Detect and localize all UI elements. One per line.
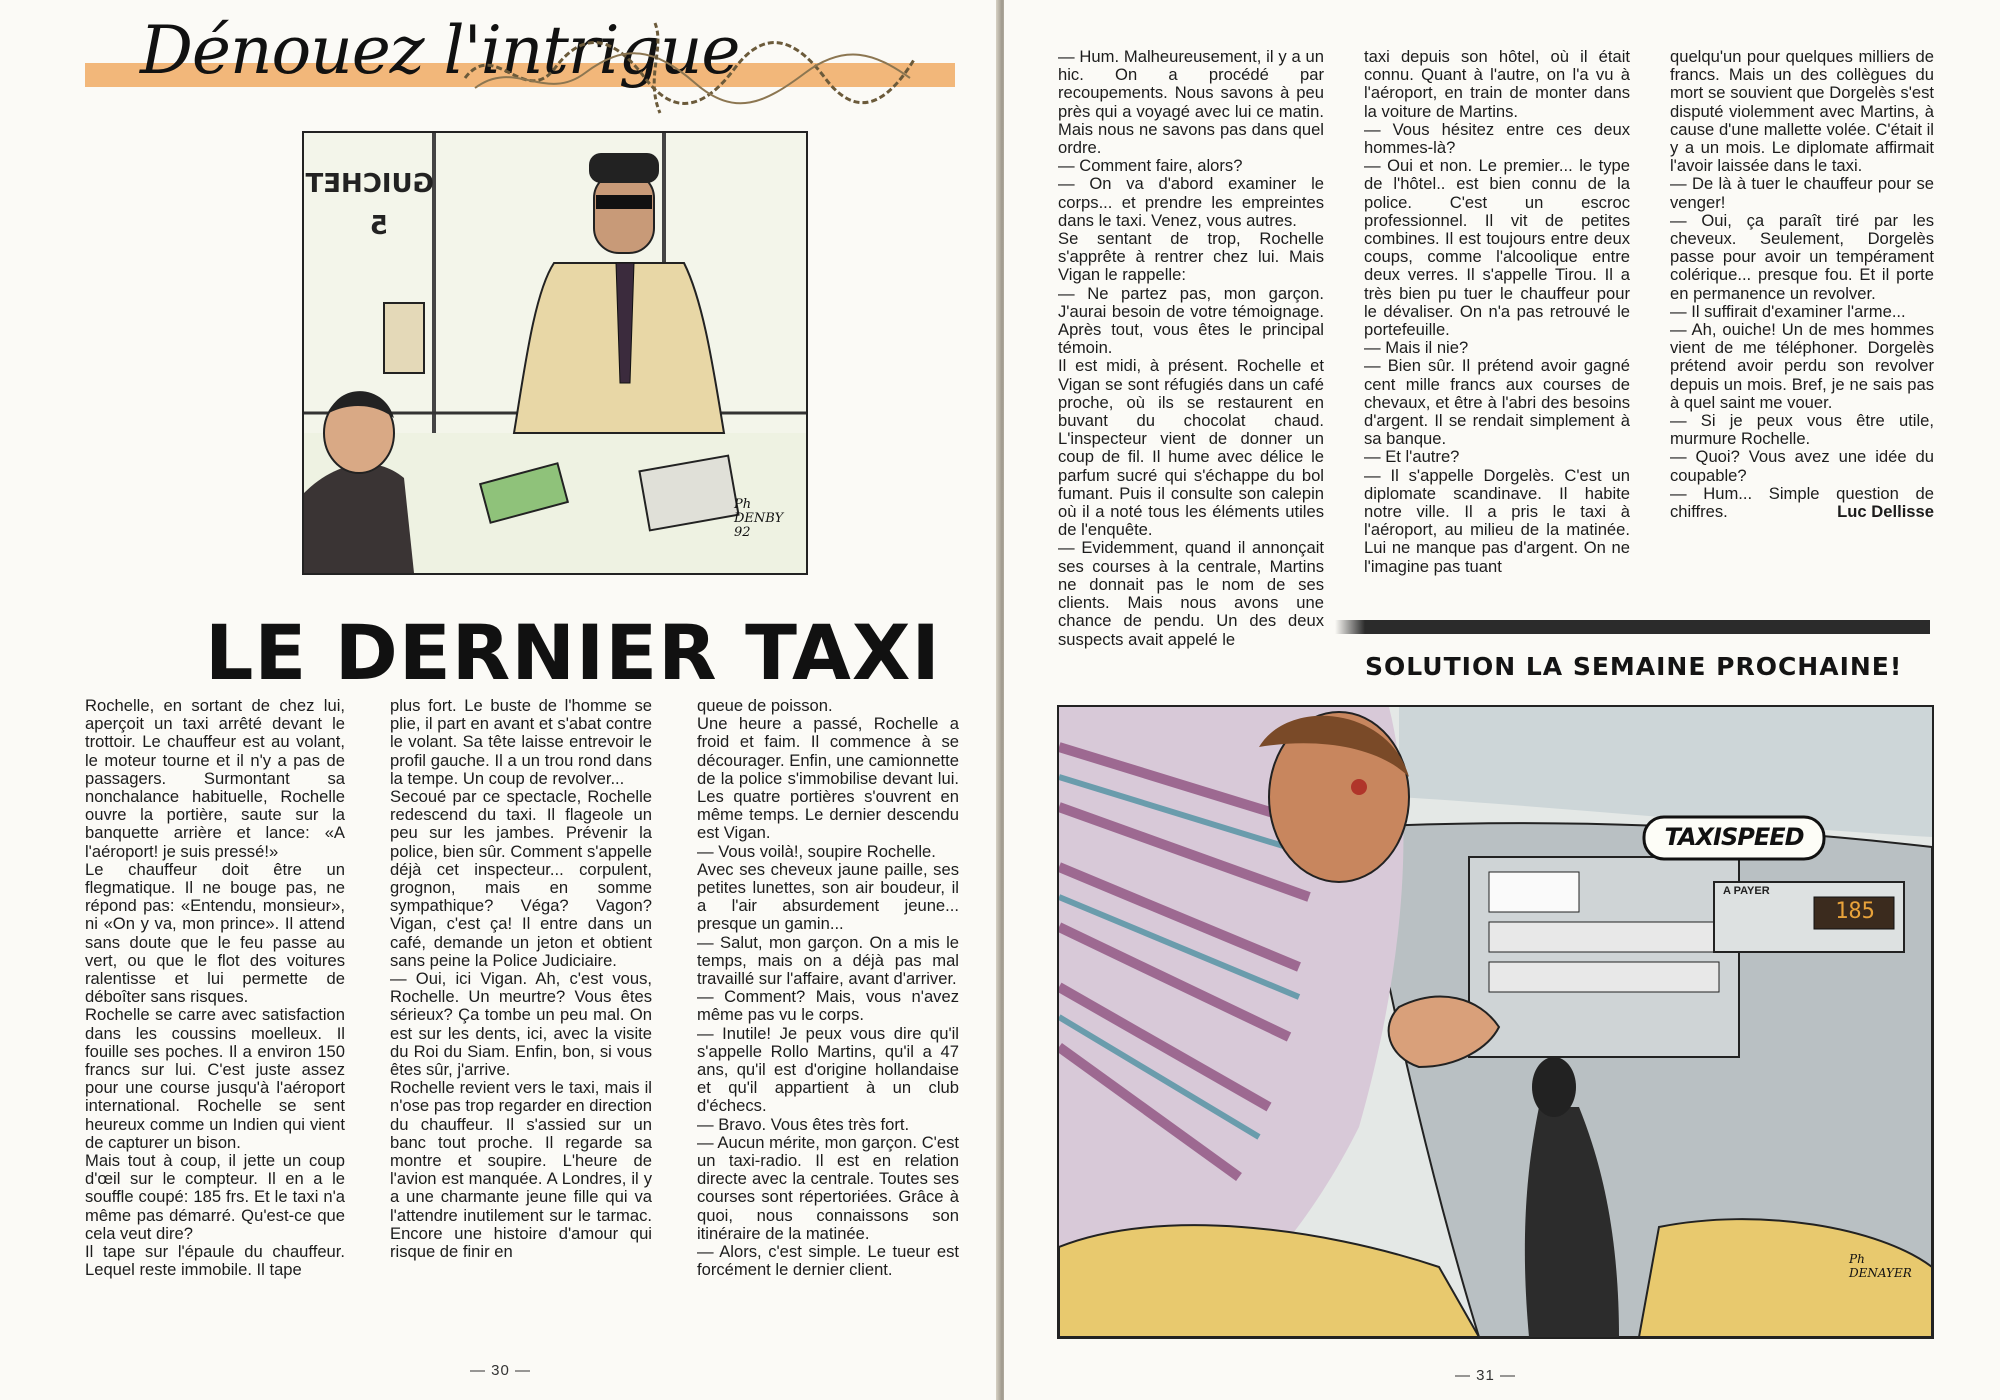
- window-sign-line1: GUICHET: [305, 169, 434, 199]
- right-column-3: [1670, 48, 1934, 521]
- paragraph: — Bien sûr. Il prétend avoir gagné cent mille francs aux courses de chevaux, et être à l'abri des besoins d'argent. Il se rendait simplement à sa banque.: [1364, 356, 1630, 449]
- paragraph: Rochelle revient vers le taxi, mais il n'ose pas trop regarder en direction du chauffeur. Il s'assied sur un banc tout proche. Il regarde sa montre et soupire. L'heure de l'avion est manquée. A Londres, il y a une charmante jeune fille qui va l'attendre inutilement sur le tarmac. Encore une histoire d'amour qui risque de finir en: [390, 1078, 652, 1262]
- paragraph: — Oui, ici Vigan. Ah, c'est vous, Rochelle. Un meurtre? Vous êtes sérieux? Ça tombe un peu mal. On est sur les dents, ici, avec la visite du Roi du Siam. Enfin, bon, si vous êtes sûr, j'arrive.: [390, 969, 652, 1080]
- paragraph: — Comment? Mais, vous n'avez même pas vu le corps.: [697, 987, 959, 1025]
- paragraph: — Evidemment, quand il annonçait ses courses à la centrale, Martins ne donnait pas le nom de ses clients. Mais nous avons une chance de pendu. Un des deux suspects avait appelé le: [1058, 538, 1324, 649]
- paragraph: — Vous hésitez entre ces deux hommes-là?: [1364, 119, 1630, 158]
- illustration-taxi-interior: [1057, 705, 1934, 1339]
- signature-year: 92: [734, 525, 751, 540]
- page-number-right: — 31 —: [1455, 1367, 1517, 1384]
- paragraph: — Quoi? Vous avez une idée du coupable?: [1670, 447, 1934, 485]
- illustration-bank-counter: [302, 131, 808, 575]
- paragraph: — Et l'autre?: [1364, 447, 1460, 467]
- paragraph: — Oui et non. Le premier... le type de l'hôtel.. est bien connu de la police. C'est un escroc professionnel. Il vit de petites combines. Il est toujours entre deux coups, comme l'alcoolique entre deux verres. Il s'appelle Tirou. Il a très bien pu tuer le chauffeur pour le dévaliser. On n'a pas retrouvé le portefeuille.: [1364, 156, 1630, 340]
- paragraph: — Hum. Malheureusement, il y a un hic. On a procédé par recoupements. Nous savons à peu près qui a voyagé avec lui ce matin. Mais nous ne savons pas dans quel ordre.: [1058, 47, 1324, 158]
- page-number-left: — 30 —: [470, 1362, 532, 1379]
- paragraph: — Si je peux vous être utile, murmure Rochelle.: [1670, 411, 1934, 449]
- paragraph: Il est midi, à présent. Rochelle et Vigan se sont réfugiés dans un café proche, où ils se restaurent en buvant du chocolat chaud. L'inspecteur vient de donner un coup de fil. Il hume avec délice le parfum sucré qui s'échappe du bol fumant. Puis il consulte son calepin où il a noté tous les éléments utiles de l'enquête.: [1058, 356, 1324, 540]
- paragraph: — Inutile! Je peux vous dire qu'il s'appelle Rollo Martins, qu'il a 47 ans, qu'il est d'origine hollandaise et qu'il appartient à un club d'échecs.: [697, 1023, 959, 1116]
- article-headline: LE DERNIER TAXI: [205, 608, 941, 697]
- left-column-3: [697, 697, 959, 1280]
- signature-name: DENAYER: [1849, 1266, 1912, 1280]
- paragraph: plus fort. Le buste de l'homme se plie, il part en avant et s'abat contre le volant. Sa tête laisse entrevoir le profil gauche. Il a un trou rond dans la tempe. Un coup de revolver...: [390, 696, 652, 788]
- meter-label: A PAYER: [1723, 885, 1770, 897]
- paragraph: — Mais il nie?: [1364, 338, 1469, 358]
- taxi-interior-drawing: [1059, 707, 1932, 1337]
- paragraph-last: [1670, 485, 1934, 521]
- paragraph: Avec ses cheveux jaune paille, ses petites lunettes, son air boudeur, il a l'air absurdement jeune... presque un gamin...: [697, 859, 959, 934]
- paragraph: — Ah, ouiche! Un de mes hommes vient de me téléphoner. Dorgelès prétend avoir perdu son revolver depuis un mois. Bref, je ne sais pas à quel saint me vouer.: [1670, 320, 1934, 412]
- signature-initials: Ph: [734, 497, 752, 512]
- paragraph: — Il suffirait d'examiner l'arme...: [1670, 301, 1906, 321]
- paragraph: — On va d'abord examiner le corps... et prendre les empreintes dans le taxi. Venez, vous autres.: [1058, 174, 1324, 230]
- paragraph: — Salut, mon garçon. On a mis le temps, mais on a déjà pas mal travaillé sur l'affaire, avant d'arriver.: [697, 932, 959, 989]
- artist-signature-bottom: [1849, 1252, 1912, 1280]
- paragraph: — Ne partez pas, mon garçon. J'aurai besoin de votre témoignage. Après tout, vous êtes le principal témoin.: [1058, 283, 1324, 358]
- right-column-1: [1058, 48, 1324, 649]
- paragraph: — De là à tuer le chauffeur pour se venger!: [1670, 174, 1934, 212]
- divider-fade: [1335, 620, 1365, 634]
- left-column-1: [85, 697, 345, 1280]
- paragraph: Une heure a passé, Rochelle a froid et faim. Il commence à se décourager. Enfin, une camionnette de la police s'immobilise devant lui. Les quatre portières s'ouvrent en même temps. Le dernier descendu est Vigan.: [697, 714, 959, 843]
- artist-signature-top: [734, 498, 783, 540]
- paragraph: — Oui, ça paraît tiré par les cheveux. Seulement, Dorgelès passe pour avoir un tempérament colérique... presque fou. Et il porte en permanence un revolver.: [1670, 210, 1934, 303]
- paragraph: Rochelle, en sortant de chez lui, aperçoit un taxi arrêté devant le trottoir. Le chauffeur est au volant, le moteur tourne et il n'y a pas de passagers. Surmontant sa nonchalance habituelle, Rochelle ouvre la portière, saute sur la banquette arrière et lance: «A l'aéroport! je suis pressé!»: [85, 696, 345, 861]
- signature-initials: Ph: [1849, 1252, 1865, 1266]
- solution-banner: SOLUTION LA SEMAINE PROCHAINE!: [1365, 652, 1903, 681]
- header-logo: Dénouez l'intrigue: [140, 12, 740, 89]
- paragraph: — Aucun mérite, mon garçon. C'est un taxi-radio. Il est en relation directe avec la centrale. Toutes ses courses sont répertoriées. Grâce à quoi, nous connaissons son itinéraire de la matinée.: [697, 1132, 959, 1243]
- window-sign: [305, 163, 434, 247]
- paragraph: Mais tout à coup, il jette un coup d'œil sur le compteur. Il en a le souffle coupé: 185 frs. Et le taxi n'a même pas démarré. Qu'est-ce que cela veut dire?: [85, 1151, 345, 1243]
- left-column-2: [390, 697, 652, 1261]
- meter-display: 185: [1835, 899, 1875, 924]
- right-column-2: [1364, 48, 1630, 576]
- last-line: — Hum... Simple question de chiffres.: [1670, 483, 1934, 522]
- rope-lettering-icon: [455, 18, 925, 118]
- paragraph: Secoué par ce spectacle, Rochelle redescend du taxi. Il flageole un peu sur les jambes. Prévenir la police, bien sûr. Comment s'appelle déjà cet inspecteur... corpulent, grognon, mais en somme sympathique? Véga? Vagon? Vigan, c'est ça! Il entre dans un café, demande un jeton et obtient sans peine la Police Judiciaire.: [390, 787, 652, 970]
- paragraph: — Il s'appelle Dorgelès. C'est un diplomate scandinave. Il habite notre ville. Il a pris le taxi à l'aéroport, au milieu de la matinée. Lui ne manque pas d'argent. On ne l'imagine pas tuant: [1364, 465, 1630, 576]
- divider-bar: [1365, 620, 1930, 634]
- paragraph: — Alors, c'est simple. Le tueur est forcément le dernier client.: [697, 1242, 959, 1280]
- paragraph: Rochelle se carre avec satisfaction dans les coussins moelleux. Il fouille ses poches. Il a environ 150 francs sur lui. C'est juste assez pour une course jusqu'à l'aéroport international. Rochelle se sent heureux comme un Indien qui vient de capturer un bison.: [85, 1005, 345, 1152]
- signature-name: DENBY: [734, 511, 784, 526]
- author-name: Luc Dellisse: [1837, 502, 1934, 522]
- paragraph: queue de poisson.: [697, 696, 833, 715]
- paragraph: — Vous voilà!, soupire Rochelle.: [697, 841, 936, 861]
- paragraph: taxi depuis son hôtel, où il était connu. Quant à l'autre, on l'a vu à l'aéroport, en train de monter dans la voiture de Martins.: [1364, 47, 1630, 121]
- paragraph: Se sentant de trop, Rochelle s'apprête à rentrer chez lui. Mais Vigan le rappelle:: [1058, 229, 1324, 285]
- paragraph: quelqu'un pour quelques milliers de francs. Mais un des collègues du mort se souvient que Dorgelès s'est disputé violemment avec Martins, à cause d'une mallette volée. C'était il y a un mois. Le diplomate affirmait l'avoir laissée dans le taxi.: [1670, 47, 1934, 176]
- paragraph: — Bravo. Vous êtes très fort.: [697, 1114, 910, 1134]
- taxispeed-brand-plate: TAXISPEED: [1664, 823, 1804, 851]
- paragraph: Il tape sur l'épaule du chauffeur. Lequel reste immobile. Il tape: [85, 1242, 345, 1280]
- paragraph: Le chauffeur doit être un flegmatique. Il ne bouge pas, ne répond pas: «Entendu, monsieur», ni «On y va, mon prince». Il attend sans doute que le feu passe au vert, ou que le flot des voitures ralentisse et lui permette de déboîter sans risques.: [85, 859, 345, 1007]
- window-sign-line2: 5: [369, 211, 389, 241]
- paragraph: — Comment faire, alors?: [1058, 156, 1243, 176]
